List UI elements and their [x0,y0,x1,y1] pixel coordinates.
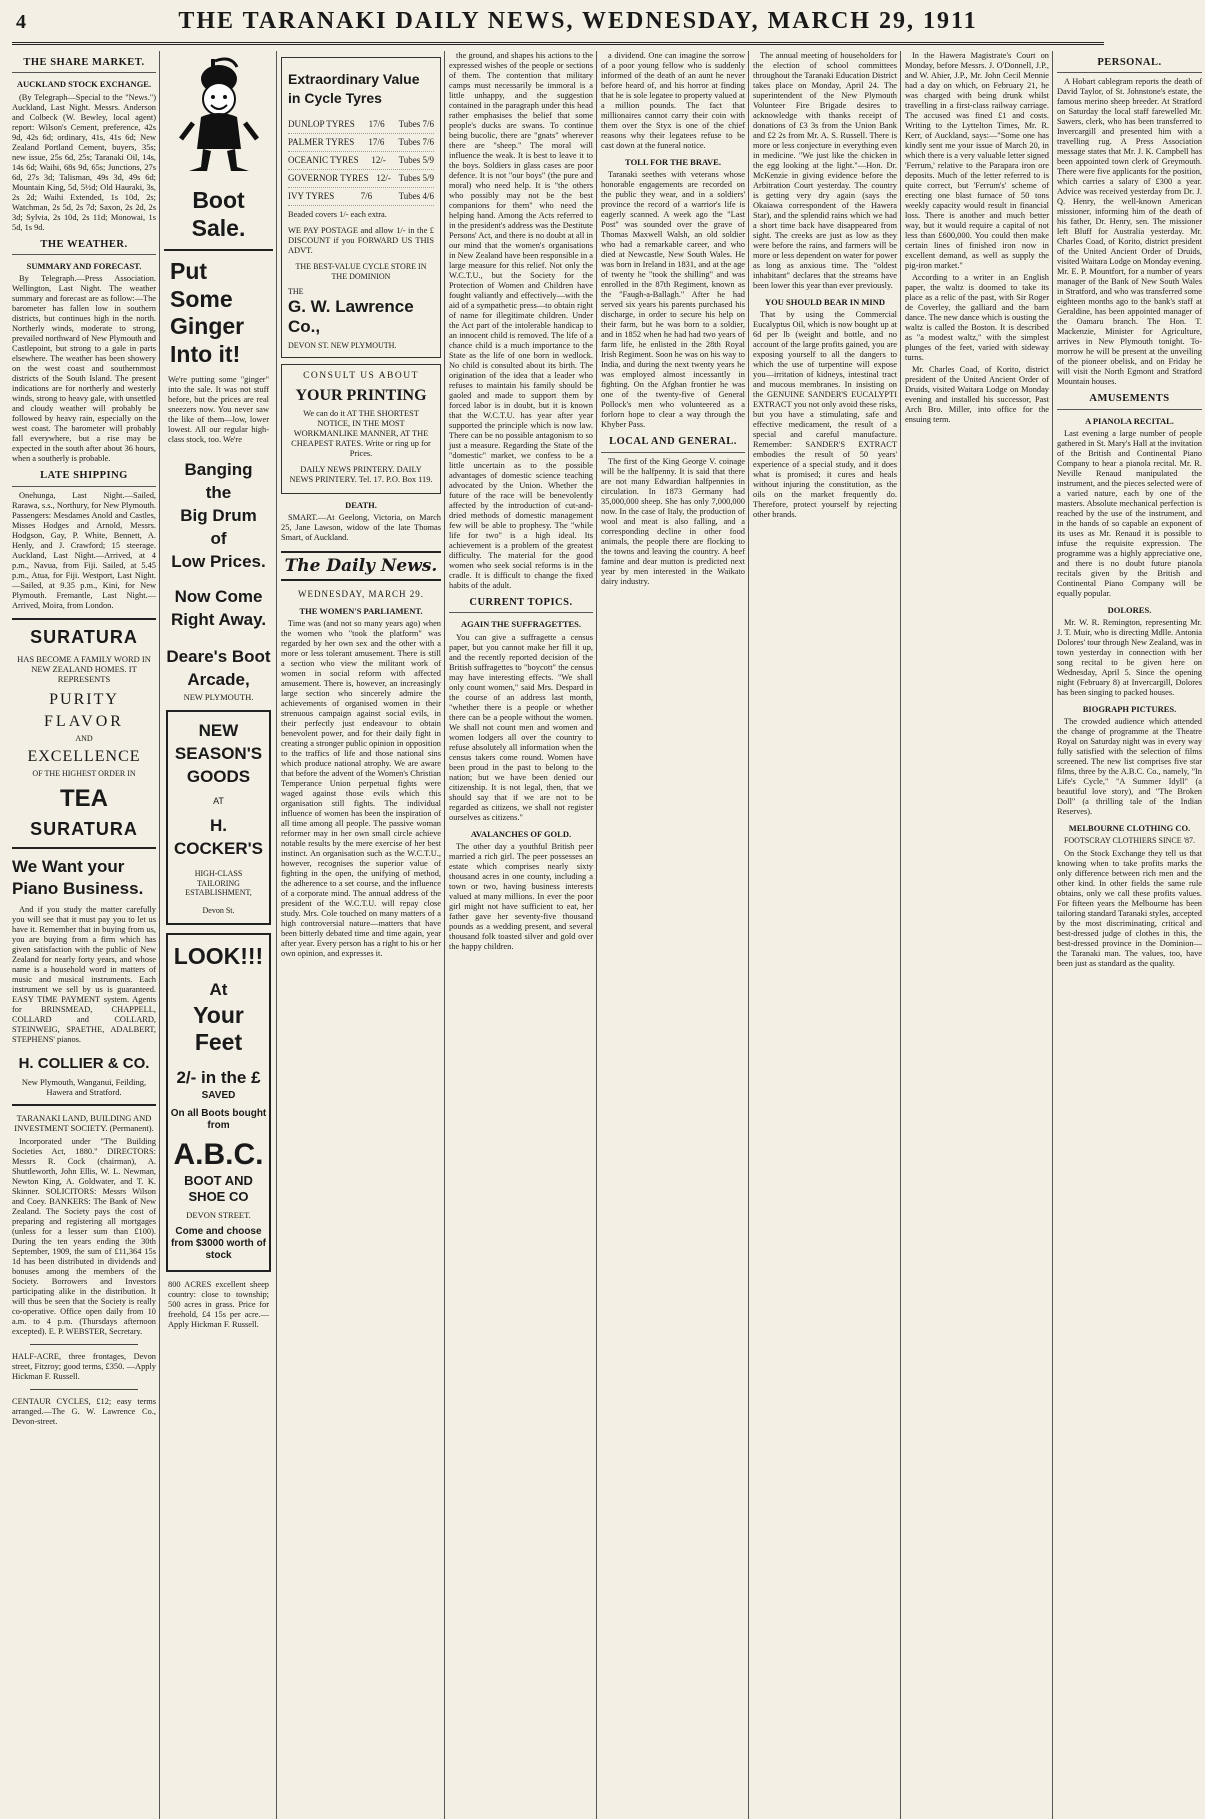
biograph-text: The crowded audience which attended the change of programme at the Theatre Royal on Saturday night was in every way fully satisfied with the selection of films screened. The new list comprises five star films, three by the A.B.C. Co., namely, "In Life's Cycle," "A Summer Idyll" (a beautiful love story), and "The Broken Doll" (a thrilling tale of the Indian Reserves). [1057,717,1202,817]
lawrence-the: THE [288,287,304,297]
local-general-heading: LOCAL AND GENERAL. [601,436,745,452]
tube-price: Tubes 4/6 [398,191,434,202]
column-1 [12,51,160,1819]
tyre-ad-title: Extraordinary Value in Cycle Tyres [288,71,420,106]
share-market-heading: THE SHARE MARKET. [12,57,156,73]
divider [30,1389,138,1390]
current-topics-heading: CURRENT TOPICS. [449,597,593,613]
column-8 [1057,51,1205,1819]
lodge-news-text: Mr. Charles Coad, of Korito, district president of the United Ancient Order of Druids, visited Waitara Lodge on Monday evening and installed his successor, Past Arch Bro. Miller, into office for the ensuing term. [905,365,1049,424]
tyre-row [288,134,434,152]
masthead [12,8,1104,45]
toll-brave-heading: TOLL FOR THE BRAVE. [625,157,721,167]
printing-ad [281,364,441,494]
ginger-line-2: Some [170,285,233,312]
lawrence-address: DEVON ST. NEW PLYMOUTH. [288,341,397,351]
tea-ad-excellence: EXCELLENCE [27,747,141,765]
toll-brave-text: Taranaki seethes with veterans whose honorable engagements are recorded on the public they wear, and in a soldiers' province the record of a warrior's life is eagerly scanned. A week ago the "Last Post" was sounded over the grave of Thomas Maxwell Walsh, an old soldier who had a remarkable career, and who died at Newcastle, New South Wales. He was born in Ireland in 1831, and at the age of twenty he "took the shilling" and was enrolled in the 87th Regiment, known as the "Faugh-a-Ballagh." After he had served six years his parents purchased his discharge, in order to secure his help on their farm, but he was born to a soldier, and in 1852 when he had had two years of farm life, he enlisted in the 28th Royal Irish Regiment. Soon he was on his way to India, and during the next twenty years he was employed almost incessantly in fighting. On the Afghan frontier he was one of the twenty-five of General Pollock's men who volunteered as a forlorn hope to clear a way through the Khyber Pass. [601,170,745,430]
new-season-at: AT [213,796,224,807]
tea-ad-order: OF THE HIGHEST ORDER IN [32,769,136,779]
divider [30,1344,138,1345]
weather-text: By Telegraph.—Press Association. Wellington, Last Night. The weather summary and forecast are as follow:—The barometer has fallen low in southern districts, but continues high in the north. Northerly winds, moderate to strong, prevailed northward of New Plymouth and Castlepoint, but strong to a gale in parts elsewhere. The weather has been showery on the west coast and southernmost districts of the South Island. The present indications are for northerly and westerly winds, strong to heavy gale, with unsettled and cloudy weather will probably be followed by heavy rain, especially on the west coast. The barometer will probably fall everywhere, but a rise may be expected in the south after about 36 hours, when a southerly is probable. [12,274,156,464]
avalanches-heading: AVALANCHES OF GOLD. [470,828,572,839]
court-news-text: In the Hawera Magistrate's Court on Monday, before Messrs. J. O'Donnell, J.P., and W. Ahier, J.P., Mr. John Cecil Mennie had a day on which, on February 21, he was charged with being drunk whilst travelling in a first-class railway carriage. The accused was fined £1 and costs. Writing to the Lyttelton Times, Mr. R. Kerr, of Auckland, says:—"Some one has kindly sent me your issue of March 20, in which there is a very valuable letter signed 'Ferrum,' relative to the Parapara iron ore deposits. Much of the letter referred to is quite correct, but 'Ferrum's' scheme of erecting one blast furnace of 50 tons weekly capacity would result in financial loss. There is another and much better way, but it would require a capital of not less than £600,000. You could then make certain lines of finished iron now in excellent demand, as well as supply the pig-iron market." [905,51,1049,270]
tyre-ad [281,57,441,358]
consult-us: CONSULT US ABOUT [303,370,419,381]
acres-ad: 800 ACRES excellent sheep country: close to township; 500 acres in grass. Price for freehold, £4 15s per acre.—Apply Hickman F. Russell. [168,1279,269,1330]
divider [12,1104,156,1106]
divider [12,847,156,849]
suffragettes-text: You can give a suffragette a census paper, but you cannot make her fill it up, and the recently reported decision of the British suffragettes to "boycott" the census may have interesting effects. "We shall only count women," said Mrs. Despard in the course of an address last month, "whether there is a people or whether there can be a people without the women. We shall not count men and women and women lodgers all over the country to refuse absolutely all information when the census takers come round. Women have been proud in the past to belong to the nation; but we have been denied our citizenship. It is not legal, then, that we should say that if we are not to be regarded as citizens, we shall not register ourselves as citizens." [449,632,593,822]
best-value-note: THE BEST-VALUE CYCLE STORE IN THE DOMINION [295,262,427,281]
boot-figure-illustration [164,57,273,177]
tyre-price: 17/6 [368,118,385,129]
tea-ad-tea: TEA [60,784,108,812]
biograph-heading: BIOGRAPH PICTURES. [1082,704,1177,715]
tyre-row [288,170,434,188]
tube-price: Tubes 5/9 [398,173,434,184]
come-right-away: Now Come Right Away. [170,586,267,629]
amusements-heading: AMUSEMENTS [1057,393,1202,409]
daily-news-nameplate: The Daily News. [281,551,441,581]
column-6 [753,51,901,1819]
dance-news-text: According to a writer in an English paper, the waltz is doomed to take its place as a relic of the past, with Sir Roger de Coverley, the galliard and the barn dance. The new dance which is ousting the waltz is called the Boston. It is described as "a modest waltz," with the simplest plunges of the feet, varied with sideway turns. [905,273,1049,362]
printing-text: We can do it AT THE SHORTEST NOTICE, IN THE MOST WORKMANLIKE MANNER, AT THE CHEAPEST RATES. Write or ring up for Prices. [291,409,431,459]
tea-ad-purity: PURITY [49,691,119,709]
share-market-text: (By Telegraph—Special to the "News.") Auckland, Last Night. Messrs. Anderson and Colbeck (W. Bewley, local agent) report: Wilson's Cement, preference, 42s 9d, 42s 6d; ordinary, 41s, 41s 6d; New Zealand Portland Cement, buyers, 35s; new issue, 25s 6d, 25s; Taranaki Oil, 14s, 14s 6d; Waihi, 68s 9d, 65s; Junctions, 27s 6d, 27s 3d; Talisman, 49s 3d, 49s 6d; Mountain King, 5d, 5½d; Old Hauraki, 3s, 2s 2d; Waihi Extended, 1s 10d, 2s; Watchman, 2s 5d, 2s 7d; Saxon, 2s 2d, 2s 3d; Sylvia, 2s 10d, 2s 11d; Monowai, 1s 5d, 1s 9d. [12,92,156,232]
ginger-text: We're putting some "ginger" into the sale. It was not stuff before, but the prices are real sneezers now. You never saw the like of them—low, lower lowest. All our regular high-class stock, too. We're [168,374,269,445]
editorial-date: WEDNESDAY, MARCH 29. [297,589,424,600]
cocker-ad [166,710,271,925]
new-season-line-1: NEW [198,720,239,740]
avalanches-text: The other day a youthful British peer married a rich girl. The peer possesses an estate which comprises nearly sixty thousand acres in one county, including a town or two, having business interests valued at many millions. In ever the poor girl might not have sufficient to eat, her father gave her seventy-five thousand pounds as a wedding present, and several thousand folk toasted silver and gold over the happy children. [449,841,593,951]
tyre-row [288,188,434,206]
newspaper-title: THE TARANAKI DAILY NEWS, WEDNESDAY, MARCH 29, 1911 [178,8,978,34]
parliament-heading: THE WOMEN'S PARLIAMENT. [299,606,423,617]
tyre-name: GOVERNOR TYRES [288,173,369,184]
piano-ad-text: And if you study the matter carefully you will see that it must pay you to let us have it. Remember that in buying from us, you are buying from a firm which has given satisfaction with the public of New Zealand for nearly forty years, and whose name is a household word in matters of music and musical instruments. Each instrument we sell by us is guaranteed. EASY TIME PAYMENT system. Agents for BRINSMEAD, CHAPPELL, COLLARD and COLLARD, STEINWEIG, SPAETHE, ADALBERT, STEPHENS' pianos. [12,904,156,1044]
banging-line-2: the [205,483,232,503]
printery-contact: DAILY NEWS PRINTERY. DAILY NEWS PRINTERY. Tel. 17. P.O. Box 119. [289,465,433,485]
editorial-continued: the ground, and shapes his actions to the expressed wishes of the people or sections of them. The contention that military camps must necessarily be immoral is a little unhappy, and the suggestion contained in the paragraph under this head rather emphasises the belief that some people's ducks are swans. To continue being bucolic, there are "gnats" wherever there are "sheep." The moral will influence the weak. It is best to leave it to the boys. Soldiers in glass cases are poor defence. It is not "our boys" (the pure and moral) who need help. It is "the others who possibly may not be the best companions for them" who need the helping hand. Among the Acts referred to in the president's address was the Destitute Persons' Act, and there is no doubt at all in our mind that the women's organisations in New Zealand have been responsible in a large measure for this relief. Not only the W.C.T.U., but the Society for the Protection of Women and Children have fought valiantly and effectively—with the aid of a sympathetic press—to obtain right of name for illegitimate children. Under the Act part of the intolerable handicap to an innocent child is removed. The life of a chance child is a much importance to the State as the life of one born in wedlock. No child is consulted about its birth. The origination of the idea that a leader who refuses to maintain his family should be gaoled and made to support them by forced labor is in doubt, but it is known that the W.C.T.U. has year after year supported the principle which is now law. There can be no possible antagonism to so just a measure. Regarding the State of the "domestic" market, we confess to be a little uncertain as to the possible advantages of domestic science teaching advocated by the Union. Whether the future of the race will be benevolently affected by the introduction of cut-and-dried methods of domestic management few will be able to prophesy. The "while life for two" is a high ideal. Its achievement is a problem of the greatest difficulty. The material for the good women who seek social reforms is in the cradle. It is difficult to change the fixed habits of the adult. [449,51,593,590]
boot-man-icon [171,57,267,177]
abc-address: DEVON STREET. [186,1210,251,1221]
bear-in-mind-heading: YOU SHOULD BEAR IN MIND [765,297,885,307]
tube-price: Tubes 7/6 [398,136,434,147]
death-notice: SMART.—At Geelong, Victoria, on March 25, Jane Lawson, widow of the late Thomas Smart, of Auckland. [281,513,441,543]
divider [164,249,273,251]
dolores-heading: DOLORES. [1107,605,1152,616]
ginger-line-3: Ginger [170,313,245,340]
centaur-cycles-ad: CENTAUR CYCLES, £12; easy terms arranged.—The G. W. Lawrence Co., Devon-street. [12,1397,156,1427]
tube-price: Tubes 7/6 [398,118,434,129]
melbourne-heading: MELBOURNE CLOTHING CO. [1068,823,1191,834]
tyre-name: DUNLOP TYRES [288,118,355,129]
tyre-name: OCEANIC TYRES [288,154,359,165]
tyre-price: 17/6 [368,136,385,147]
collier-address: New Plymouth, Wanganui, Feilding, Hawera and Stratford. [21,1076,147,1097]
deare-boot-arcade: Deare's Boot Arcade, [166,646,271,689]
saved-label: SAVED [201,1089,236,1101]
abc-company: BOOT AND SHOE CO [184,1173,253,1204]
share-market-subheading: AUCKLAND STOCK EXCHANGE. [16,79,152,90]
postage-note: WE PAY POSTAGE and allow 1/- in the £ DISCOUNT if you FORWARD US THIS ADVT. [288,226,434,256]
beaded-note: Beaded covers 1/- each extra. [288,210,387,220]
personal-text: A Hobart cablegram reports the death of David Taylor, of St. Johnstone's estate, the famous merino sheep breeder. At Stratford on Saturday the local staff farewelled Mr. Sawers, clerk, who has been transferred to Invercargill and presented him with a travelling rug. A Press Association message states that Mr. J. K. Campbell has been appointed town clerk of Greymouth. There were five applicants for the position, which carries a salary of £300 a year. Advice was received yesterday from Dr. J. Q. Henry, the well-known American missioner, informing him of the death of his father, Dr. Henry, sen. The missioner left Bluff for Australia yesterday. Mr. Charles Coad, of Korito, district president of the United Ancient Order of Druids, visited Waitara Lodge on Monday evening. Mr. E. P. Mountfort, for a number of years manager of the Bank of New South Wales in Stratford, and who was transferred some eighteen months ago to the bank's staff at Geraldine, has been appointed manager of the Oamaru branch. The Hon. T. Mackenzie, Minister for Agriculture, arrives in New Plymouth tonight. To-morrow he will be present at the unveiling of the pioneer obelisk, and on Friday he will visit the North Egmont and Stratford Mountain houses. [1057,77,1202,387]
pianola-heading: A PIANOLA RECITAL. [1085,415,1174,426]
weather-subheading: SUMMARY AND FORECAST. [26,261,142,272]
at-your-feet-2: Your [193,1001,244,1028]
boot-sale-heading: Boot Sale. [191,187,246,241]
melbourne-subheading: FOOTSCRAY CLOTHIERS SINCE '87. [1063,836,1196,846]
deare-address: NEW PLYMOUTH. [183,691,254,702]
land-society-heading: TARANAKI LAND, BUILDING AND INVESTMENT SOCIETY. (Permanent). [14,1113,154,1134]
suratura-brand-2: SURATURA [30,819,138,840]
piano-ad-heading: We Want your Piano Business. [12,857,144,898]
banging-line-4: of [210,528,227,548]
death-heading: DEATH. [345,500,377,511]
parliament-text: Time was (and not so many years ago) when the women who "took the platform" was regarded by her own sex and the other with a more or less tolerant amusement. There is still a section who view the militant work of women in social reform with affected amusement. There is, however, an increasingly large section who sincerely admire the achievements of organised women in their strenuous campaign against social evils, in their perfectly just endeavour to obtain benevolent power, and for their daily fight in creating a stronger public opinion in opposition to the traffics of life and those national sins which produce national atrophy. We are aware that before the advent of the Women's Christian Temperance Union perpetual fights were waged against those evils which this organisation still fights. The individual influence of women has been the inspiration of all time among all people. The passive woman reformer may in her own small circle achieve notable results by the mere exercise of her best instinct. An organisation such as the W.C.T.U., however, recognises the superior value of fighting in the open, the unifying of method, the adherence to a set course, and the influence of a corporate mind. The annual address of the president of the W.C.T.U. will repay close study. Mrs. Cole touched on many matters of a high controversial nature—matters that have been bitterly debated time and time again, year after year. Every person has a right to his or her own opinion, and expresses it. [281,619,441,959]
shipping-text: Onehunga, Last Night.—Sailed, Rarawa, s.s., Northury, for New Plymouth. Passengers: Mesdames Anold and Castles, Misses Hodges and Arnold, Messrs. Hodgson, Gay, P. White, Bennett, A. Henly, and J. Crawford; 15 steerage. Auckland, Last Night.—Arrived, at 4 p.m., Navua, from Fiji. Sailed, at 5.45 p.m., Atua, for Fiji. Westport, Last Night.—Sailed, at 9.35 p.m., Kini, for New Plymouth. Fremantle, Last Night.—Arrived, Moira, from London. [12,490,156,610]
at-your-feet-1: At [209,979,228,999]
tea-ad-and: AND [75,734,93,744]
half-acre-ad: HALF-ACRE, three frontages, Devon street, Fitzroy; good terms, £350. —Apply Hickman F. Russell. [12,1352,156,1382]
dolores-text: Mr. W. R. Remington, representing Mr. J. T. Muir, who is directing Mdlle. Antonia Dolores' tour through New Zealand, was in town yesterday in connection with her song recital to be given here on Wednesday, April 5. Since the opening night (February 8) at Invercargill, Dolores has been singing to packed houses. [1057,618,1202,698]
abc-stock: Come and choose from $3000 worth of stock [170,1226,267,1261]
personal-heading: PERSONAL. [1057,57,1202,73]
ginger-line-4: Into it! [170,340,241,367]
dividend-text: a dividend. One can imagine the sorrow of a poor young fellow who is suddenly informed of the death of an aunt he never before heard of, and his horror at finding that he is sole legatee to property valued at a million pounds. The fact that millionaires cannot carry their coin with them over the Styx is one of the chief reasons why their legatees refuse to be cast down at the funeral notice. [601,51,745,150]
divider [12,618,156,620]
banging-line-1: Banging [184,460,253,480]
tyre-price: 12/- [376,173,391,184]
tyre-name: PALMER TYRES [288,136,355,147]
tyre-price: 7/6 [360,191,373,202]
column-5 [601,51,749,1819]
tea-ad-flavor: FLAVOR [44,713,124,731]
tyre-row [288,116,434,134]
new-season-line-2: SEASON'S [174,743,263,763]
column-2-ads [164,51,277,1819]
tyre-price-list [288,116,434,206]
lawrence-company: G. W. Lawrence Co., [288,296,414,337]
melbourne-text: On the Stock Exchange they tell us that knowing when to take profits marks the only difference between rich men and the other kind. In other fields the same rule obtains, only we call these profits values. For fifteen years the Melbourne has been tailoring standard Taranaki styles, accepted by the most discriminating, critical and best-dressed judge of clothes in this, the best-dressed province in the Dominion—the Taranaki man. The values, too, have been just as standard as the quality. [1057,848,1202,968]
tea-ad-line: HAS BECOME A FAMILY WORD IN NEW ZEALAND HOMES. IT REPRESENTS [17,654,151,685]
tyre-price: 12/- [371,154,386,165]
two-shillings-in-pound: 2/- in the £ [176,1067,261,1087]
ginger-line-1: Put [170,258,208,285]
abc-boot-ad [166,933,271,1272]
local-general-text: The first of the King George V. coinage will be the halfpenny. It is said that there are not many Edwardian halfpennies in circulation. In 1873 Germany had 35,000,000 sheep. She has only 7,000,000 now. In the case of Italy, the production of wool and meat is also falling, and a corresponding decline in other food animals, the people there are flocking to the towns and leaving the country. A beef famine and dear mutton is predicted next year by men interested in the Waikato dairy industry. [601,456,745,586]
look-heading: LOOK!!! [173,943,264,970]
collier-name: H. COLLIER & CO. [18,1054,150,1072]
shipping-heading: LATE SHIPPING [12,470,156,486]
column-3 [281,51,445,1819]
banging-line-3: Big Drum [180,505,257,525]
pianola-text: Last evening a large number of people gathered in St. Mary's Hall at the invitation of the British and Continental Piano Company to hear a pianola recital. Mr. R. Neville Renaud manipulated the instrument, and the pieces selected were of a varied nature, each by one of the masters. Absolute mechanical perfection is reached by the use of the instrument, and in the hands of so capable an exponent of its uses as Mr. Renaud it is possible to infuse the requisite expression. The programme was a highly appreciative one, and there is no doubt future pianola recitals given by the British and Continental Piano Company will be equally popular. [1057,429,1202,599]
column-4 [449,51,597,1819]
column-7 [905,51,1053,1819]
columns [12,51,1202,1819]
on-all-boots: On all Boots bought from [170,1107,267,1131]
cocker-address: Devon St. [202,905,235,915]
tyre-row [288,152,434,170]
tube-price: Tubes 5/9 [398,154,434,165]
tyre-name: IVY TYRES [288,191,335,202]
land-society-text: Incorporated under "The Building Societies Act, 1880." DIRECTORS: Messrs R. Cock (chairman), A. Shuttleworth, John Ellis, W. L. Newman, Newton King, A. Goldwater, and T. K. Skinner. SOLICITORS: Messrs Wilson and Coey. BANKERS: The Bank of New Zealand. The Society pays the cost of preparing and registering all mortgages (unless for a lesser sum than £100). During the ten years ending the 30th September, 1909, the sum of £11,364 15s 1d has been distributed in dividends and bonuses among the members of the Society. Borrowers and Investors participating alike in the distribution. It will thus be seen that the Society is really co-operative. Office open daily from 10 a.m. to 4 p.m. (Thursdays afternoon excepted). E. P. WEBSTER, Secretary. [12,1137,156,1337]
page-number: 4 [16,11,26,33]
local-news-text: The annual meeting of householders for the election of school committees throughout the Taranaki Education District takes place on Monday, April 24. The superintendent of the New Plymouth Volunteer Fire Brigade desires to acknowledge with thanks receipt of donations of £3 3s from the Union Bank and £2 2s from Mr. A. S. Russell. There is more or less conjecture in everything even in medicine. "We just like the chicken in the egg looking at the light."—Hon. Dr. McKenzie in giving evidence before the Arbitration Court yesterday. The country is getting very dry again (says the Okaiawa correspondent of the Hawera Star), and the splendid rains which we had a short time back have disappeared from sight. The creeks are just as low as they were before the rains, and farmers will be more or less dependent on water for power as long as anxious time. The "oldest inhabitant" declares that the streams have been lower this year than ever previously. [753,51,897,290]
eucalyptus-ad-text: That by using the Commercial Eucalyptus Oil, which is now bought up at 6d per lb (weight and bottle, and no account of the large profits gained, you are exposing yourself to all the dangers to which the use of turpentine will expose you—irritation of kidneys, intestinal tract and mucous membranes. In insisting on the GENUINE SANDER'S EUCALYPTI EXTRACT you not only avoid these risks, but you have a stimulating, safe and effective medicament, the result of a special and careful manufacture. Remember: SANDER'S EXTRACT embodies the result of 50 years' experience of a special study, and it does what is promised; it cures and heals without injuring the constitution, as the oils on the market frequently do. Therefore, protect yourself by rejecting other brands. [753,310,897,520]
abc-letters: A.B.C. [173,1138,264,1172]
your-printing: YOUR PRINTING [295,387,427,405]
cocker-subtitle: HIGH-CLASS TAILORING ESTABLISHMENT, [185,869,252,898]
suffragettes-heading: AGAIN THE SUFFRAGETTES. [460,619,582,630]
cocker-name: H. COCKER'S [173,816,264,859]
weather-heading: THE WEATHER. [12,239,156,255]
suratura-brand: SURATURA [30,626,138,647]
banging-line-5: Low Prices. [171,551,266,571]
at-your-feet-3: Feet [194,1029,243,1056]
new-season-line-3: GOODS [186,766,251,786]
